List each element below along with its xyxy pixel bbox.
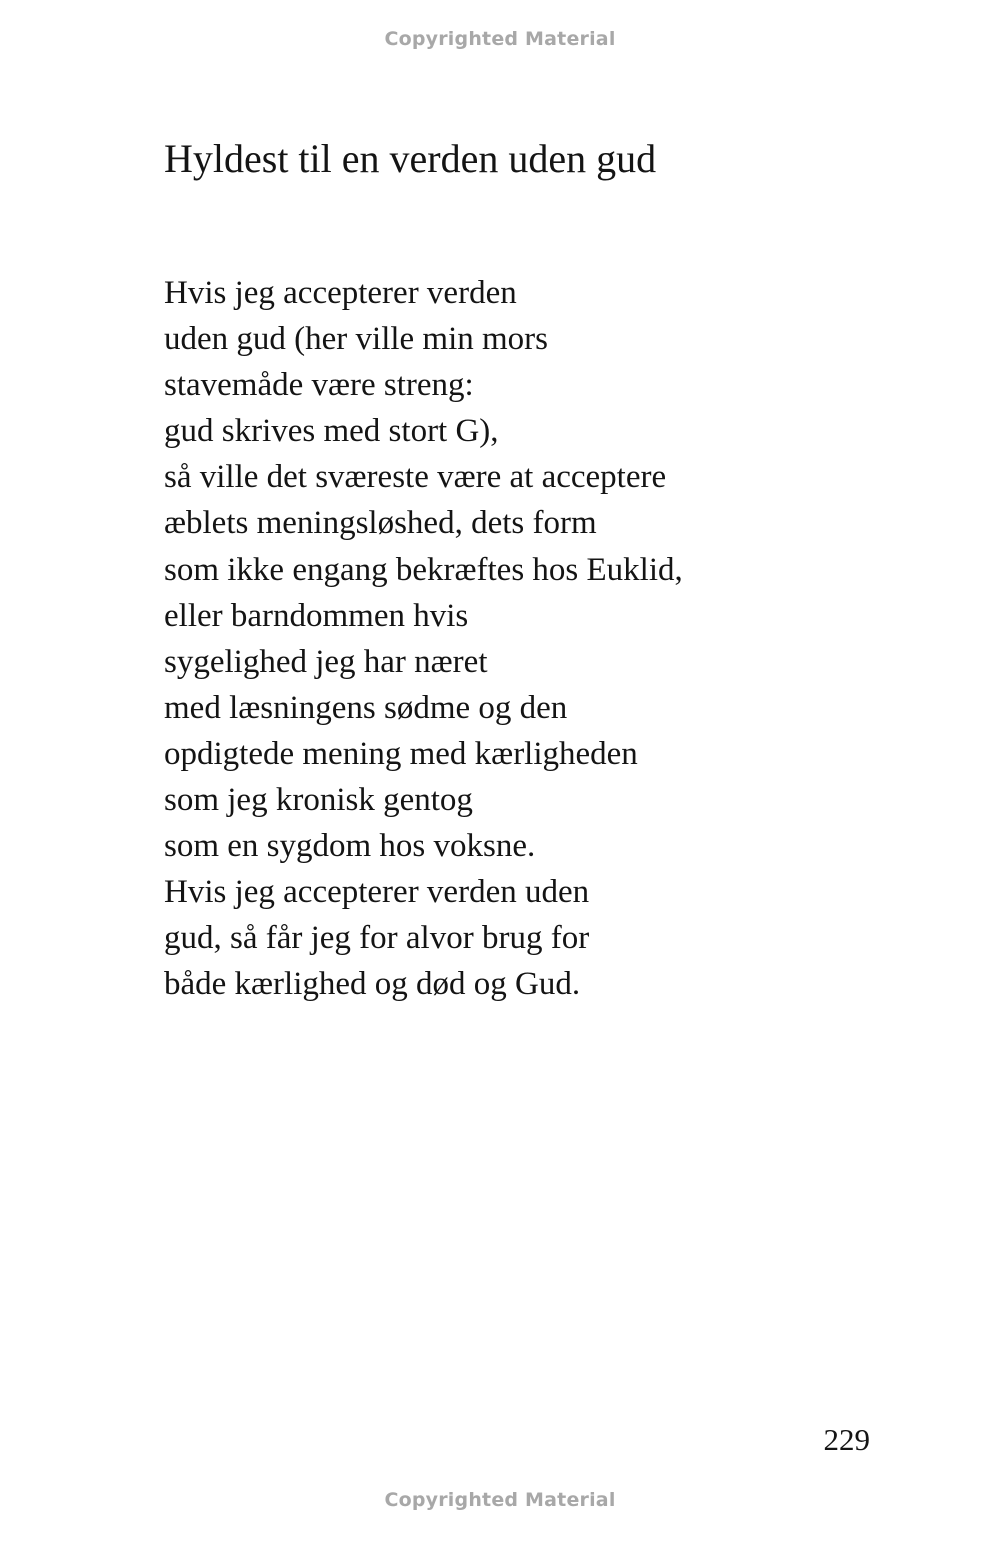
poem-line: eller barndommen hvis — [164, 597, 469, 634]
poem-line: som ikke engang bekræftes hos Euklid, — [164, 551, 683, 588]
poem-line: gud, så får jeg for alvor brug for — [164, 920, 590, 957]
poem-line: så ville det sværeste være at acceptere — [164, 459, 667, 496]
poem-line: stavemåde være streng: — [164, 367, 474, 404]
poem-line: Hvis jeg accepterer verden — [164, 275, 517, 311]
poem-line: både kærlighed og død og Gud. — [164, 966, 581, 1003]
poem-line: med læsningens sødme og den — [164, 689, 568, 726]
poem-line: som jeg kronisk gentog — [164, 782, 473, 819]
poem-line: æblets meningsløshed, dets form — [164, 505, 597, 542]
poem-line: som en sygdom hos voksne. — [164, 828, 536, 865]
poem-body — [164, 270, 683, 1008]
poem-line: opdigtede mening med kærligheden — [164, 735, 638, 772]
watermark-bottom: Copyrighted Material — [384, 1489, 616, 1511]
poem-line: uden gud (her ville min mors — [164, 321, 549, 358]
poem-line: sygelighed jeg har næret — [164, 643, 488, 680]
page-number: 229 — [823, 1422, 870, 1457]
poem-title: Hyldest til en verden uden gud — [164, 136, 657, 181]
poem-line: Hvis jeg accepterer verden uden — [164, 874, 590, 911]
poem-line: gud skrives med stort G), — [164, 413, 499, 450]
watermark-top: Copyrighted Material — [384, 28, 616, 50]
